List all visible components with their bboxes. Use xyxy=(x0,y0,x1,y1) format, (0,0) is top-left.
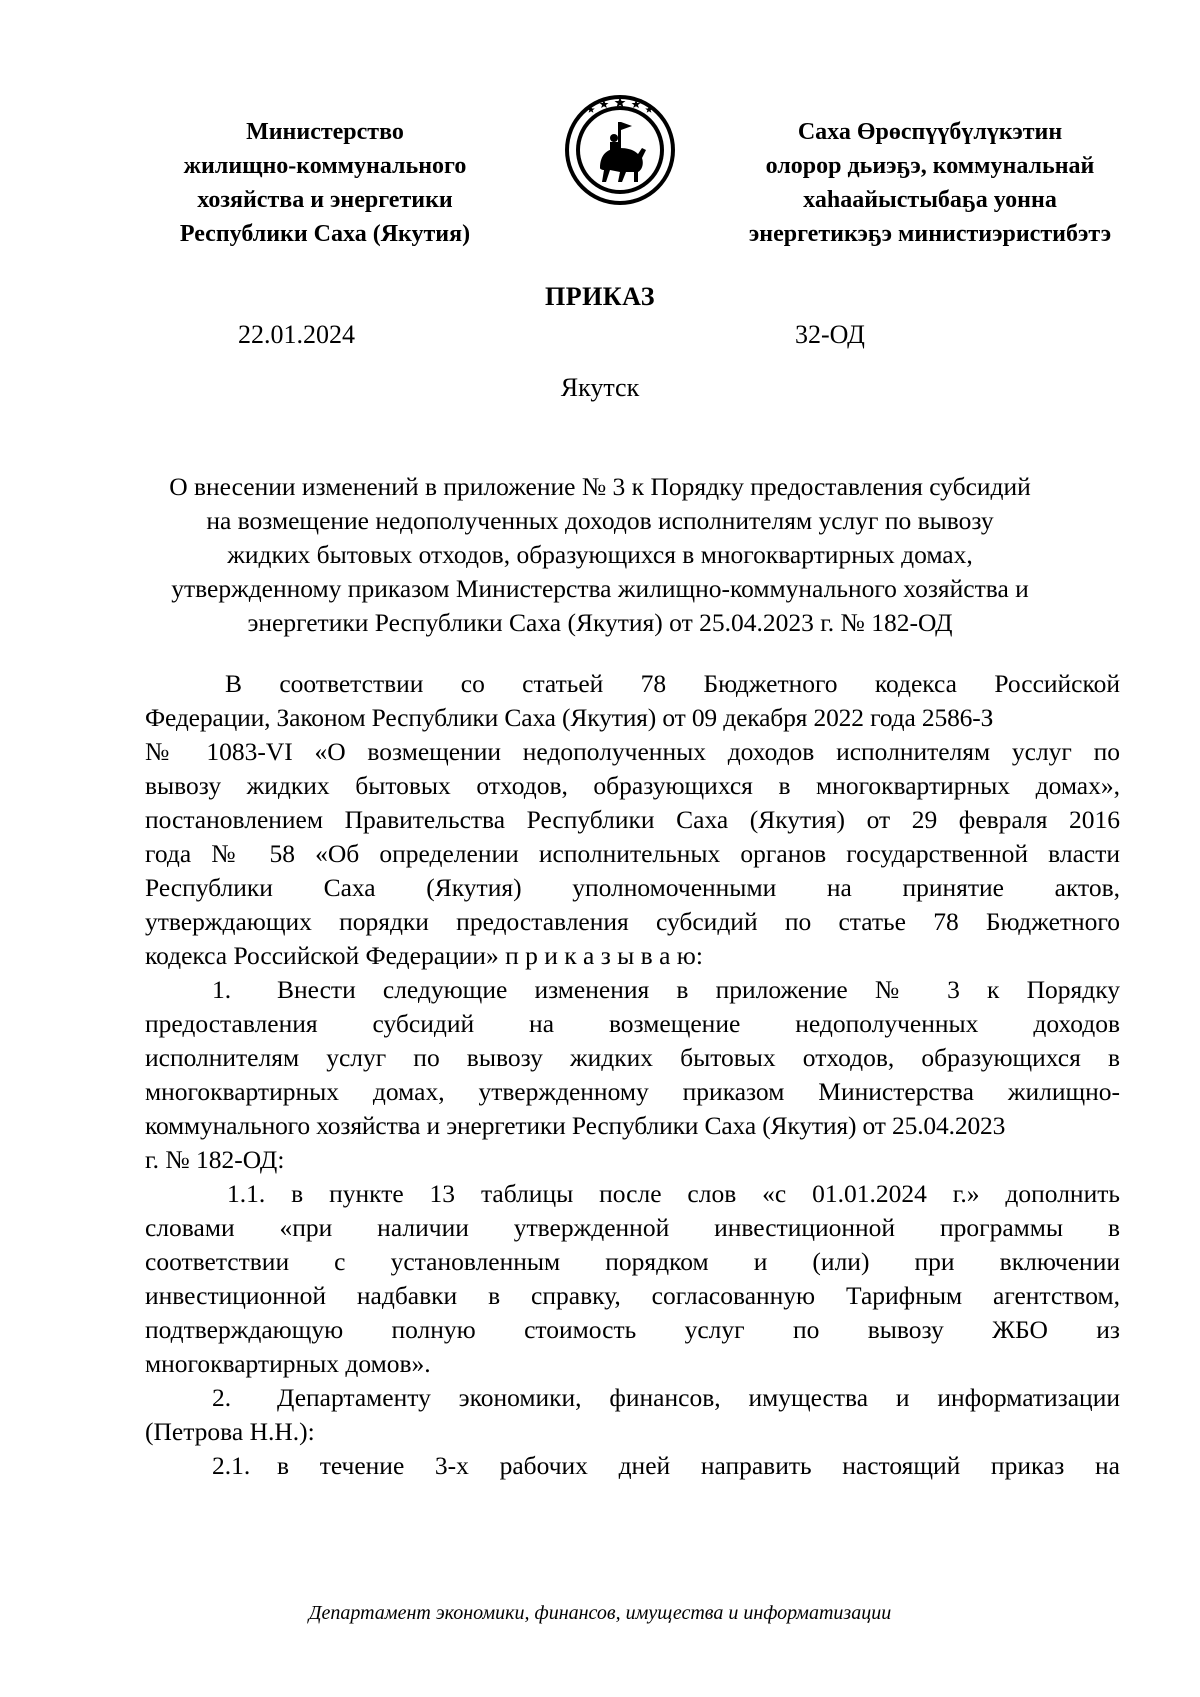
item-2-1-first-line xyxy=(145,1449,1120,1483)
subject-line: на возмещение недополученных доходов исполнителям услуг по вывозу xyxy=(206,506,994,535)
body-line: в течение 3-х рабочих дней направить настоящий приказ на xyxy=(277,1451,1120,1480)
body-line: многоквартирных домах, утвержденному приказом Министерства жилищно- xyxy=(145,1077,1120,1106)
order-body xyxy=(145,667,1120,1483)
ministry-ru-line: жилищно-коммунального xyxy=(183,153,467,179)
body-line: инвестиционной надбавки в справку, согласованную Тарифным агентством, xyxy=(145,1281,1120,1310)
body-line: постановлением Правительства Республики Саха (Якутия) от 29 февраля 2016 xyxy=(145,805,1120,834)
body-line: исполнителям услуг по вывозу жидких бытовых отходов, образующихся в xyxy=(145,1043,1120,1072)
order-title: ПРИКАЗ xyxy=(544,282,656,311)
svg-text:ꟷꟷꟷ: ꟷꟷꟷ xyxy=(611,189,629,197)
body-line: Федерации, Законом Республики Саха (Якутия) от 09 декабря 2022 года 2586-З xyxy=(145,703,994,732)
order-city: Якутск xyxy=(560,373,640,402)
body-line: утверждающих порядки предоставления субсидий по статье 78 Бюджетного xyxy=(145,907,1120,936)
body-line: подтверждающую полную стоимость услуг по вывозу ЖБО из xyxy=(145,1315,1120,1344)
body-line: словами «при наличии утвержденной инвестиционной программы в xyxy=(145,1213,1120,1242)
body-line: предоставления субсидий на возмещение недополученных доходов xyxy=(145,1009,1120,1038)
body-line: Департаменту экономики, финансов, имущества и информатизации xyxy=(277,1383,1120,1412)
body-line: многоквартирных домов». xyxy=(145,1349,431,1378)
item-2-paragraph xyxy=(145,1381,1120,1449)
order-subject xyxy=(130,470,1070,640)
ministry-sakha-line: олорор дьиэҕэ, коммунальнай xyxy=(765,153,1095,179)
item-2-1-number: 2.1. xyxy=(212,1451,251,1480)
item-2-number: 2. xyxy=(212,1383,232,1412)
item-1-paragraph xyxy=(145,973,1120,1177)
body-line: № 1083-VI «О возмещении недополученных доходов исполнителям услуг по xyxy=(145,737,1120,766)
body-line: года № 58 «Об определении исполнительных органов государственной власти xyxy=(145,839,1120,868)
item-1-first-line xyxy=(145,973,1120,1007)
ministry-ru-line: Республики Саха (Якутия) xyxy=(179,221,471,247)
ministry-sakha-line: энергетикэҕэ министиэристибэтэ xyxy=(748,221,1112,247)
coat-of-arms-emblem-icon xyxy=(562,92,678,208)
preamble-paragraph xyxy=(145,667,1120,973)
ministry-sakha-line: Саха Өрөспүүбүлүкэтин xyxy=(797,119,1063,145)
ministry-sakha-line: хаһаайыстыбаҕа уонна xyxy=(803,187,1057,213)
body-line: 1.1. в пункте 13 таблицы после слов «с 01.01.2024 г.» дополнить xyxy=(227,1179,1120,1208)
item-1-1-paragraph xyxy=(145,1177,1120,1381)
item-2-first-line xyxy=(145,1381,1120,1415)
body-line: г. № 182-ОД: xyxy=(145,1145,285,1174)
item-1-number: 1. xyxy=(212,975,232,1004)
subject-line: О внесении изменений в приложение № 3 к Порядку предоставления субсидий xyxy=(169,472,1031,501)
subject-line: утвержденному приказом Министерства жилищно-коммунального хозяйства и xyxy=(171,574,1029,603)
ministry-ru-line: Министерство xyxy=(246,119,404,145)
body-line: коммунального хозяйства и энергетики Республики Саха (Якутия) от 25.04.2023 xyxy=(145,1111,1006,1140)
page-footer: Департамент экономики, финансов, имущества и информатизации xyxy=(308,1602,892,1624)
item-2-1-paragraph xyxy=(145,1449,1120,1483)
order-date: 22.01.2024 xyxy=(238,320,355,349)
order-number: 32-ОД xyxy=(795,320,865,349)
letterhead xyxy=(0,117,1200,257)
ministry-ru-line: хозяйства и энергетики xyxy=(197,187,453,213)
body-line: вывозу жидких бытовых отходов, образующихся в многоквартирных домах», xyxy=(145,771,1120,800)
body-line: кодекса Российской Федерации» п р и к а з ы в а ю: xyxy=(145,941,703,970)
body-line: В соответствии со статьей 78 Бюджетного кодекса Российской xyxy=(225,669,1120,698)
subject-line: энергетики Республики Саха (Якутия) от 25.04.2023 г. № 182-ОД xyxy=(247,608,953,637)
body-line: Республики Саха (Якутия) уполномоченными на принятие актов, xyxy=(145,873,1120,902)
body-line: соответствии с установленным порядком и (или) при включении xyxy=(145,1247,1120,1276)
body-line: (Петрова Н.Н.): xyxy=(145,1417,315,1446)
ministry-name-russian xyxy=(135,117,515,253)
subject-line: жидких бытовых отходов, образующихся в многоквартирных домах, xyxy=(227,540,973,569)
ministry-name-sakha xyxy=(720,117,1140,253)
body-line: Внести следующие изменения в приложение № 3 к Порядку xyxy=(277,975,1120,1004)
